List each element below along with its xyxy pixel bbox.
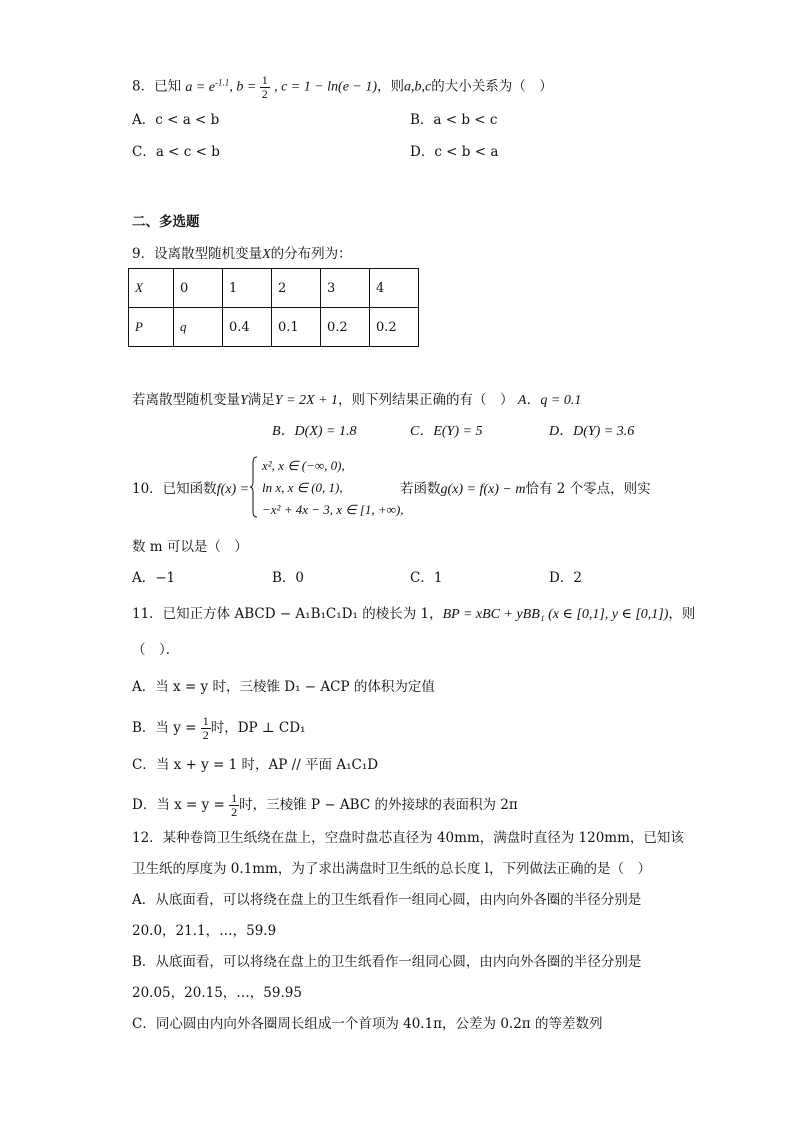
- q9-stem-prefix: 9．设离散型随机变量: [132, 246, 263, 262]
- table-cell: 0: [174, 269, 223, 308]
- q10-prefix: 10．已知函数: [132, 481, 217, 497]
- q8-option-b: B．a < b < c: [410, 112, 498, 128]
- q11-option-b: [132, 715, 306, 742]
- q9-condition: [132, 390, 581, 411]
- q11-option-c: C．当 x + y = 1 时，AP // 平面 A₁C₁D: [132, 757, 379, 773]
- q10-option-c: C．1: [410, 570, 443, 586]
- q8-suffix1: ，则: [377, 78, 405, 95]
- table-cell: q: [174, 308, 223, 347]
- q8-a-expr: $a = e^{-1.1}$: [185, 77, 230, 95]
- q8-option-d: D．c < b < a: [410, 144, 499, 160]
- q11-option-b-post: 时，DP ⊥ CD₁: [210, 720, 306, 736]
- q9-cond-eq: Y = 2X + 1: [274, 393, 339, 408]
- q9-stem: [132, 244, 352, 265]
- table-cell: 0.1: [272, 308, 321, 347]
- q11-stem-end: ，则: [668, 606, 696, 622]
- q8-option-c: C．a < c < b: [132, 144, 220, 160]
- q9-cond-var: Y: [240, 393, 248, 408]
- q8-b-expr: , b =: [229, 79, 260, 95]
- left-brace-icon: [250, 456, 258, 518]
- table-cell: 3: [321, 269, 370, 308]
- q10-stem-left: [132, 479, 249, 500]
- q10-fx: f(x) =: [216, 482, 250, 497]
- table-row: [129, 269, 419, 308]
- q11-option-b-fraction: $\frac{1}{2}$: [202, 714, 209, 742]
- q10-gx: g(x) = f(x) − m: [440, 482, 526, 497]
- q10-option-d: D．2: [549, 570, 582, 586]
- q10-option-a: A．−1: [132, 570, 176, 586]
- q12-option-b-line2: 20.05，20.15，…，59.95: [132, 985, 302, 1001]
- q11-stem-text: 11．已知正方体 ABCD − A₁B₁C₁D₁ 的棱长为 1，: [132, 606, 443, 622]
- q9-cond-prefix: 若离散型随机变量: [132, 392, 240, 408]
- q12-stem-line1: 12．某种卷筒卫生纸绕在盘上，空盘时盘芯直径为 40mm，满盘时直径为 120mm，已知该: [132, 830, 684, 846]
- q10-option-b: B．0: [272, 570, 305, 586]
- q10-piece-3: −x² + 4x − 3, x ∈ [1, +∞),: [262, 502, 404, 517]
- q8-c-expr: , c = 1 − ln(e − 1): [274, 79, 378, 95]
- table-cell: 0.2: [370, 308, 419, 347]
- q11-vector-expr: BP = xBC + yBB₁ (x ∈ [0,1], y ∈ [0,1]): [442, 607, 669, 622]
- q10-piece-1: x², x ∈ (−∞, 0),: [262, 458, 345, 473]
- q8-b-fraction: $\frac{1}{2}$: [261, 72, 268, 101]
- q8-vars: a,b,c: [404, 79, 432, 95]
- section-title: 二、多选题: [132, 214, 200, 230]
- q10-suffix: 恰有 2 个零点，则实: [525, 481, 651, 497]
- q12-option-c: C．同心圆由内向外各圈周长组成一个首项为 40.1π，公差为 0.2π 的等差数列: [132, 1016, 603, 1032]
- q11-stem-line2: （ ）．: [132, 642, 180, 658]
- table-cell: 1: [223, 269, 272, 308]
- q11-option-d: [132, 792, 518, 819]
- q8-option-a: A．c < a < b: [132, 112, 220, 128]
- q9-stem-var: X: [262, 247, 271, 262]
- table-cell: 4: [370, 269, 419, 308]
- q9-stem-suffix: 的分布列为：: [270, 246, 352, 262]
- table-cell: 2: [272, 269, 321, 308]
- q11-option-d-pre: D．当 x = y =: [132, 797, 230, 813]
- q10-stem-right: [400, 479, 651, 500]
- q9-option-c: C．E(Y) = 5: [410, 424, 483, 439]
- q11-stem: [132, 604, 695, 625]
- q8-stem: [132, 72, 553, 101]
- q9-option-d: D．D(Y) = 3.6: [549, 424, 635, 439]
- q11-option-b-pre: B．当 y =: [132, 720, 201, 736]
- distribution-table: [128, 268, 419, 347]
- q11-option-a: A．当 x = y 时，三棱锥 D₁ − ACP 的体积为定值: [132, 679, 435, 695]
- q8-prefix: 8．已知: [132, 78, 182, 95]
- q12-stem-line2: 卫生纸的厚度为 0.1mm，为了求出满盘时卫生纸的总长度 l，下列做法正确的是（ ）: [132, 861, 651, 877]
- table-cell: P: [129, 308, 174, 347]
- q9-cond-suffix: ，则下列结果正确的有（ ）: [338, 392, 514, 408]
- q10-mid: 若函数: [400, 481, 441, 497]
- table-cell: 0.4: [223, 308, 272, 347]
- q10-piece-2: ln x, x ∈ (0, 1),: [262, 480, 343, 495]
- table-cell: 0.2: [321, 308, 370, 347]
- q9-option-b: B．D(X) = 1.8: [272, 424, 357, 439]
- q12-option-a-line2: 20.0，21.1，…，59.9: [132, 923, 277, 939]
- q10-stem-line2: 数 m 可以是（ ）: [132, 539, 248, 555]
- table-row: [129, 308, 419, 347]
- q12-option-b-line1: B．从底面看，可以将绕在盘上的卫生纸看作一组同心圆，由内向外各圈的半径分别是: [132, 954, 642, 970]
- q8-suffix2: 的大小关系为（ ）: [431, 78, 553, 95]
- q9-cond-mid: 满足: [247, 392, 275, 408]
- q11-option-d-post: 时，三棱锥 P − ABC 的外接球的表面积为 2π: [239, 797, 518, 813]
- q11-option-d-fraction: $\frac{1}{2}$: [231, 791, 238, 819]
- table-cell: X: [129, 269, 174, 308]
- q9-option-a: A．q = 0.1: [517, 393, 582, 408]
- q12-option-a-line1: A．从底面看，可以将绕在盘上的卫生纸看作一组同心圆，由内向外各圈的半径分别是: [132, 892, 642, 908]
